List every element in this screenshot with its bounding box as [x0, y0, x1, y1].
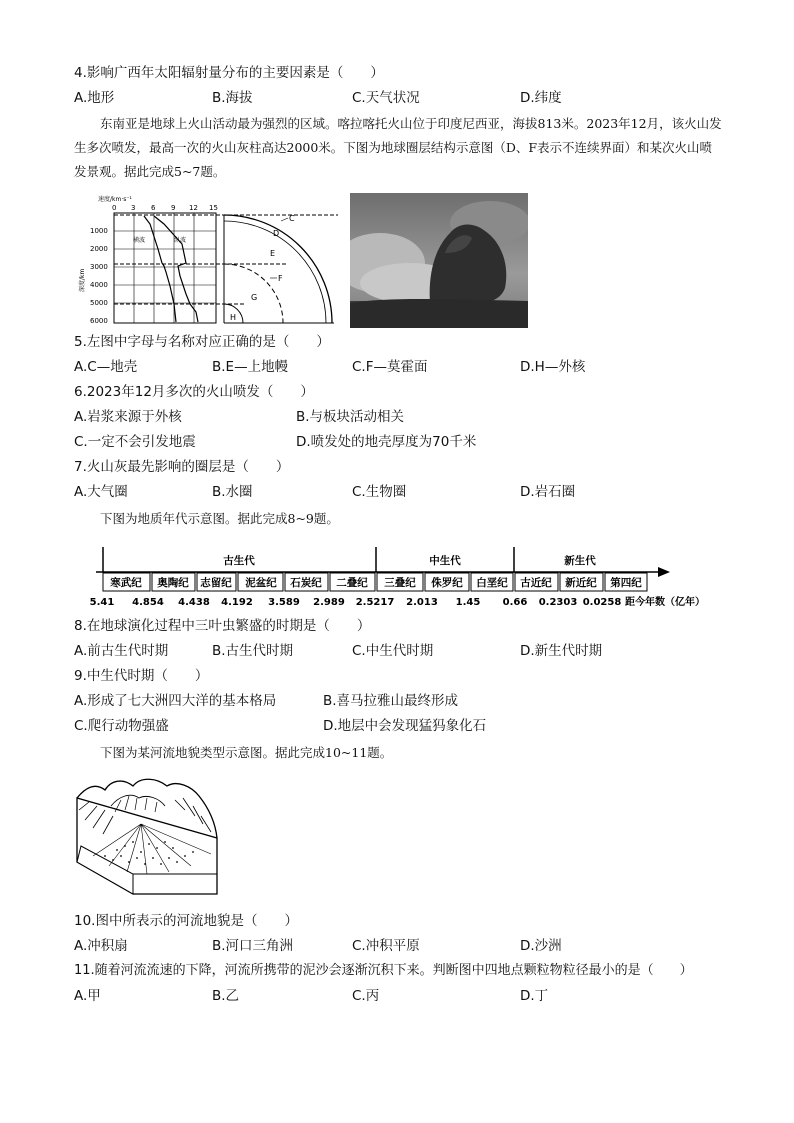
- speed-tick-1: 3: [131, 204, 136, 212]
- era-paleozoic: 古生代: [223, 555, 255, 567]
- layer-letter-f: F: [278, 274, 283, 283]
- period-silurian: 志留纪: [200, 577, 232, 589]
- period-ordovician: 奥陶纪: [157, 577, 189, 589]
- depth-tick-2000: 2000: [90, 245, 108, 253]
- age-0.2303: 0.2303: [538, 597, 578, 608]
- age-0.0258: 0.0258: [582, 597, 622, 608]
- q8-option-d: D.新生代时期: [520, 643, 603, 659]
- q6-option-c: C.一定不会引发地震: [74, 434, 196, 450]
- q10-option-a: A.冲积扇: [74, 938, 128, 954]
- q7-option-b: B.水圈: [212, 484, 253, 500]
- p-wave-label: 纵波: [174, 237, 187, 244]
- q5-option-a: A.C—地壳: [74, 359, 138, 375]
- q4-option-c: C.天气状况: [352, 90, 420, 106]
- q10-stem: 10.图中所表示的河流地貌是（ ）: [74, 913, 298, 929]
- layer-letter-h: H: [230, 313, 237, 322]
- intro-5-7: [74, 112, 724, 184]
- depth-tick-6000: 6000: [90, 317, 108, 325]
- q6-option-b: B.与板块活动相关: [296, 409, 405, 425]
- period-cambrian: 寒武纪: [110, 577, 142, 589]
- q8-option-a: A.前古生代时期: [74, 643, 169, 659]
- speed-tick-3: 9: [171, 204, 176, 212]
- q7-option-a: A.大气圈: [74, 484, 128, 500]
- q7-stem: 7.火山灰最先影响的圈层是（ ）: [74, 459, 290, 475]
- age-1.45: 1.45: [455, 597, 481, 608]
- layer-letter-d: D: [273, 229, 280, 238]
- q9-option-c: C.爬行动物强盛: [74, 718, 169, 734]
- period-permian: 二叠纪: [336, 577, 368, 589]
- timeline-periods: [103, 573, 647, 591]
- depth-tick-1000: 1000: [90, 227, 108, 235]
- period-cretaceous: 白垩纪: [476, 577, 508, 589]
- period-triassic: 三叠纪: [384, 577, 416, 589]
- age-4.192: 4.192: [221, 597, 253, 608]
- q4-option-a: A.地形: [74, 90, 115, 106]
- q5-stem: 5.左图中字母与名称对应正确的是（ ）: [74, 334, 330, 350]
- q10-option-d: D.沙洲: [520, 938, 562, 954]
- q11-stem: 11.随着河流流速的下降，河流所携带的泥沙会逐渐沉积下来。判断图中四地点颗粒物粒径最小的是（ ）: [74, 963, 693, 978]
- seismic-wave-chart: [78, 195, 338, 325]
- timeline-axis-label: 距今年数（亿年）: [625, 597, 705, 608]
- q8-stem: 8.在地球演化过程中三叶虫繁盛的时期是（ ）: [74, 618, 371, 634]
- depth-tick-5000: 5000: [90, 299, 108, 307]
- era-cenozoic: 新生代: [564, 555, 596, 567]
- intro-8-9-text: 下图为地质年代示意图。据此完成8~9题。: [100, 511, 339, 526]
- layer-cross-section: [224, 214, 334, 323]
- q11-option-c: C.丙: [352, 988, 380, 1004]
- q10-option-b: B.河口三角洲: [212, 938, 294, 954]
- intro-8-9: [74, 507, 724, 531]
- timeline-ages: [90, 595, 705, 608]
- age-5.41: 5.41: [89, 597, 115, 608]
- intro-10-11: [74, 741, 724, 765]
- q4-stem: 4.影响广西年太阳辐射量分布的主要因素是（ ）: [74, 65, 384, 81]
- q9-stem: 9.中生代时期（ ）: [74, 668, 209, 684]
- q8-option-b: B.古生代时期: [212, 643, 294, 659]
- q11-option-d: D.丁: [520, 988, 549, 1004]
- q4-option-d: D.纬度: [520, 90, 562, 106]
- q6-stem: 6.2023年12月多次的火山喷发（ ）: [74, 384, 314, 400]
- age-2.5217: 2.5217: [355, 597, 395, 608]
- geologic-timeline-figure: [86, 540, 730, 612]
- period-neogene: 新近纪: [565, 577, 597, 589]
- earth-layers-figure: [78, 194, 350, 328]
- intro-10-11-text: 下图为某河流地貌类型示意图。据此完成10~11题。: [100, 745, 393, 760]
- age-4.438: 4.438: [178, 597, 210, 608]
- q11-option-b: B.乙: [212, 988, 240, 1004]
- q10-option-c: C.冲积平原: [352, 938, 420, 954]
- q11-option-a: A.甲: [74, 988, 101, 1004]
- age-0.66: 0.66: [502, 597, 528, 608]
- layer-letter-g: G: [251, 293, 258, 302]
- age-2.989: 2.989: [313, 597, 345, 608]
- period-jurassic: 侏罗纪: [431, 577, 463, 589]
- period-devonian: 泥盆纪: [245, 577, 277, 589]
- q6-option-a: A.岩浆来源于外核: [74, 409, 182, 425]
- layer-letter-c: C: [289, 214, 295, 223]
- q7-option-d: D.岩石圈: [520, 484, 576, 500]
- age-2.013: 2.013: [406, 597, 438, 608]
- q5-option-c: C.F—莫霍面: [352, 359, 428, 375]
- depth-tick-4000: 4000: [90, 281, 108, 289]
- intro-5-7-text: 东南亚是地球上火山活动最为强烈的区域。喀拉喀托火山位于印度尼西亚，海拔813米。2023年12月，该火山发生多次喷发，最高一次的火山灰柱高达2000米。下图为地球圈层结构示意图（D、F表示不连续界面）和某次火山喷发景观。据此完成5~7题。: [74, 116, 722, 179]
- q9-option-d: D.地层中会发现猛犸象化石: [323, 718, 487, 734]
- era-mesozoic: 中生代: [429, 555, 461, 567]
- q9-option-b: B.喜马拉雅山最终形成: [323, 693, 459, 709]
- depth-axis-label: 深度/km: [79, 268, 86, 292]
- speed-tick-5: 15: [209, 204, 218, 212]
- period-carboniferous: 石炭纪: [290, 577, 322, 589]
- depth-tick-3000: 3000: [90, 263, 108, 271]
- q9-option-a: A.形成了七大洲四大洋的基本格局: [74, 693, 277, 709]
- layer-letter-e: E: [270, 249, 276, 258]
- q5-option-d: D.H—外核: [520, 359, 586, 375]
- q4-option-b: B.海拔: [212, 90, 253, 106]
- age-4.854: 4.854: [132, 597, 164, 608]
- speed-axis-label: 速度/km·s⁻¹: [98, 196, 132, 203]
- age-3.589: 3.589: [268, 597, 300, 608]
- speed-tick-0: 0: [112, 204, 117, 212]
- alluvial-fan-figure: [75, 776, 235, 898]
- q5-option-b: B.E—上地幔: [212, 359, 289, 375]
- q6-option-d: D.喷发处的地壳厚度为70千米: [296, 434, 477, 450]
- q8-option-c: C.中生代时期: [352, 643, 434, 659]
- s-wave-label: 横波: [133, 237, 146, 244]
- period-paleogene: 古近纪: [520, 577, 552, 589]
- volcano-eruption-photo: [350, 193, 528, 328]
- speed-tick-4: 12: [189, 204, 198, 212]
- q7-option-c: C.生物圈: [352, 484, 407, 500]
- speed-tick-2: 6: [151, 204, 156, 212]
- period-quaternary: 第四纪: [610, 577, 642, 589]
